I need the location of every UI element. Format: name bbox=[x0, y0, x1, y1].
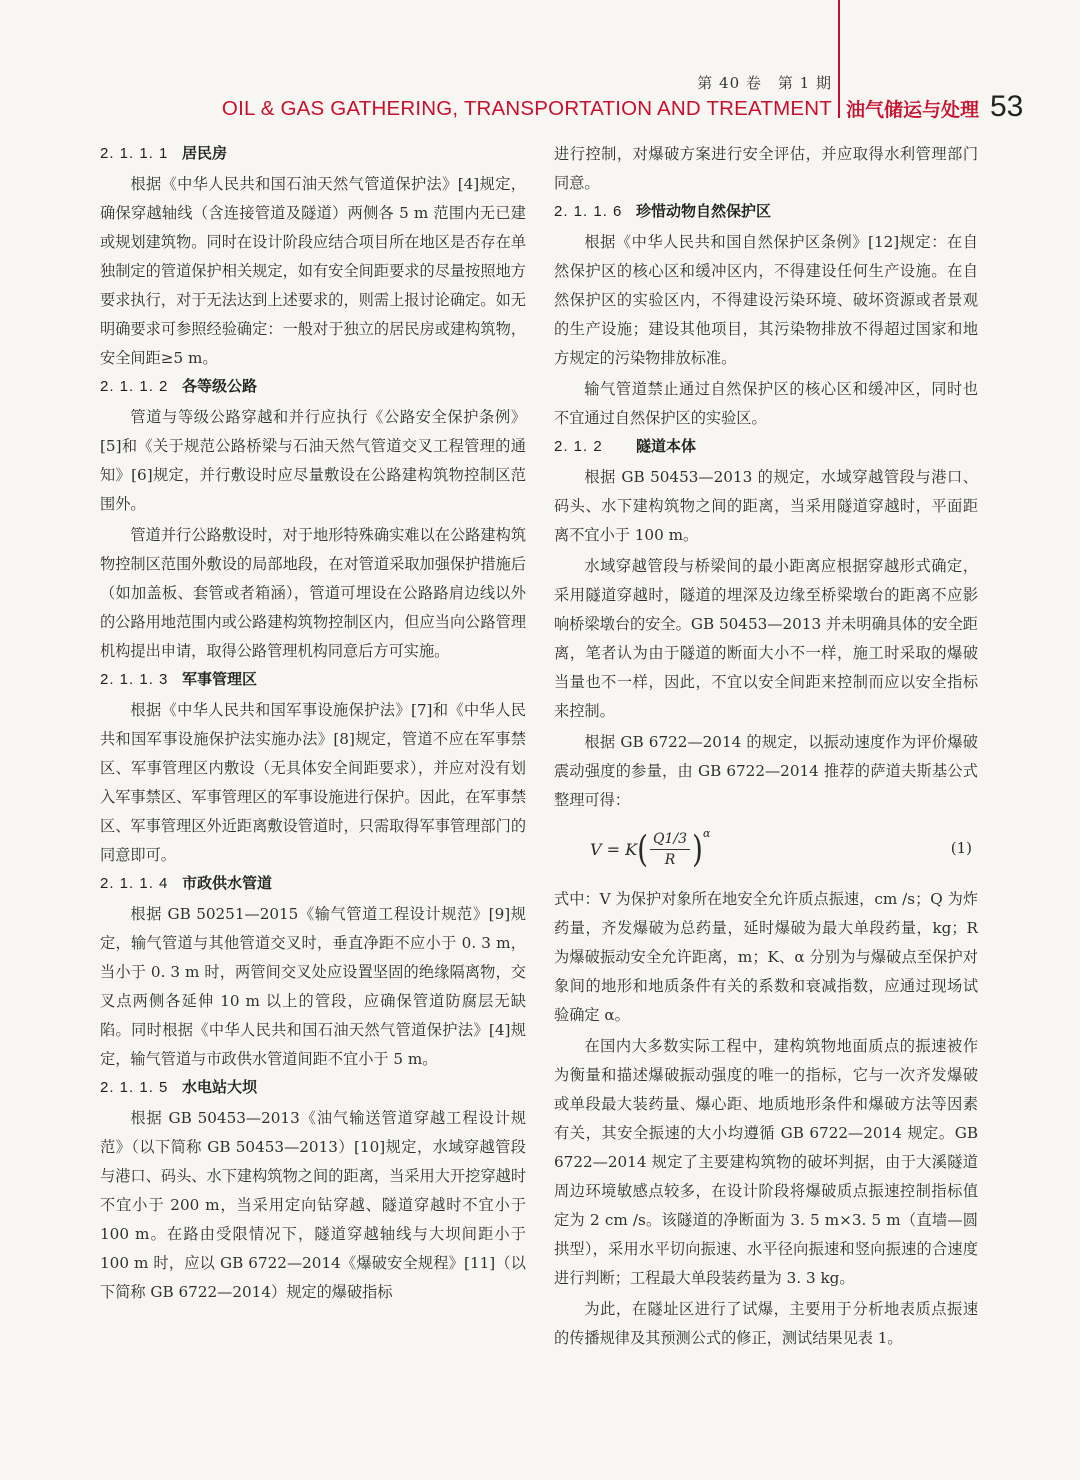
section-heading bbox=[554, 200, 978, 222]
right-column bbox=[554, 140, 978, 1353]
paragraph: 管道并行公路敷设时，对于地形特殊确实难以在公路建构筑物控制区范围外敷设的局部地段，在对管道采取加强保护措施后（如加盖板、套管或者箱涵），管道可埋设在公路路肩边线以外的公路用地范围内或公路建构筑物控制区内，但应当向公路管理机构提出申请，取得公路管理机构同意后方可实施。 bbox=[100, 526, 526, 660]
section-heading bbox=[100, 375, 526, 397]
journal-title-cn: 油气储运与处理 bbox=[846, 99, 980, 121]
paragraph: 根据 GB 50453—2013《油气输送管道穿越工程设计规范》（以下简称 GB 50453—2013）[10]规定，水域穿越管段与港口、码头、水下建构筑物之间的距离，当采用大开挖穿越时不宜小于 200 m，当采用定向钻穿越、隧道穿越时不宜小于 100 m。在路由受限情况下，隧道穿越轴线与大坝间距小于 100 m 时，应以 GB 6722—2014《爆破安全规程》[11]（以下简称 GB 6722—2014）规定的爆破指标 bbox=[100, 1109, 526, 1301]
paragraph: 根据 GB 50453—2013 的规定，水域穿越管段与港口、码头、水下建构筑物之间的距离，当采用隧道穿越时，平面距离不宜小于 100 m。 bbox=[554, 468, 978, 544]
paragraph: 输气管道禁止通过自然保护区的核心区和缓冲区，同时也不宜通过自然保护区的实验区。 bbox=[554, 380, 978, 427]
section-number: 2. 1. 2 bbox=[554, 438, 603, 455]
section-heading bbox=[100, 872, 526, 894]
section-title: 水电站大坝 bbox=[182, 1078, 258, 1096]
fraction-numerator: Q1/3 bbox=[650, 829, 690, 850]
paragraph: 进行控制，对爆破方案进行安全评估，并应取得水利管理部门同意。 bbox=[554, 145, 978, 192]
section-title: 珍惜动物自然保护区 bbox=[636, 202, 772, 220]
equation-lhs: V = K bbox=[590, 840, 638, 859]
paragraph: 为此，在隧址区进行了试爆，主要用于分析地表质点振速的传播规律及其预测公式的修正，测试结果见表 1。 bbox=[554, 1300, 978, 1347]
paragraph: 根据 GB 50251—2015《输气管道工程设计规范》[9]规定，输气管道与其他管道交叉时，垂直净距不应小于 0. 3 m，当小于 0. 3 m 时，两管间交叉处应设置坚固的绝缘隔离物，交叉点两侧各延伸 10 m 以上的管段，应确保管道防腐层无缺陷。同时根据《中华人民共和国石油天然气管道保护法》[4]规定，输气管道与市政供水管道间距不宜小于 5 m。 bbox=[100, 905, 526, 1068]
fraction-denominator: R bbox=[664, 852, 676, 868]
paragraph: 水域穿越管段与桥梁间的最小距离应根据穿越形式确定，采用隧道穿越时，隧道的埋深及边缘至桥梁墩台的距离不应影响桥梁墩台的安全。GB 50453—2013 并未明确具体的安全距离，笔者认为由于隧道的断面大小不一样，施工时采取的爆破当量也不一样，因此，不宜以安全间距来控制而应以安全指标来控制。 bbox=[554, 557, 978, 720]
paragraph: 根据《中华人民共和国军事设施保护法》[7]和《中华人民共和国军事设施保护法实施办法》[8]规定，管道不应在军事禁区、军事管理区内敷设（无具体安全间距要求），并应对没有划入军事禁区、军事管理区的军事设施进行保护。因此，在军事禁区、军事管理区外近距离敷设管道时，只需取得军事管理部门的同意即可。 bbox=[100, 701, 526, 864]
volume-issue: 第 40 卷 第 1 期 bbox=[697, 74, 832, 92]
section-title: 各等级公路 bbox=[182, 377, 258, 395]
page-number: 53 bbox=[990, 90, 1024, 123]
section-title: 军事管理区 bbox=[182, 670, 258, 688]
paragraph: 在国内大多数实际工程中，建构筑物地面质点的振速被作为衡量和描述爆破振动强度的唯一的指标，它与一次齐发爆破或单段最大装药量、爆心距、地质地形条件和爆破方法等因素有关，其安全振速的大小均遵循 GB 6722—2014 规定。GB 6722—2014 规定了主要建构筑物的破坏判据，由于大溪隧道周边环境敏感点较多，在设计阶段将爆破质点振速控制指标值定为 2 cm /s。该隧道的净断面为 3. 5 m×3. 5 m（直墙—圆拱型），采用水平切向振速、水平径向振速和竖向振速的合速度进行判断；工程最大单段装药量为 3. 3 kg。 bbox=[554, 1037, 978, 1287]
equation bbox=[590, 829, 710, 870]
left-paren: ( bbox=[637, 827, 649, 871]
section-heading bbox=[100, 142, 526, 164]
section-heading bbox=[100, 1076, 526, 1098]
section-title: 市政供水管道 bbox=[182, 874, 273, 892]
section-number: 2. 1. 1. 3 bbox=[100, 671, 169, 688]
section-number: 2. 1. 1. 2 bbox=[100, 378, 169, 395]
paragraph: 式中：V 为保护对象所在地安全允许质点振速，cm /s；Q 为炸药量，齐发爆破为总药量，延时爆破为最大单段药量，kg；R 为爆破振动安全允许距离，m；K、α 分别为与爆破点至保护对象间的地形和地质条件有关的系数和衰减指数，应通过现场试验确定 α。 bbox=[554, 890, 978, 1024]
section-heading bbox=[554, 435, 978, 457]
section-number: 2. 1. 1. 5 bbox=[100, 1079, 169, 1096]
section-heading bbox=[100, 668, 526, 690]
left-column bbox=[100, 140, 526, 1307]
equation-block bbox=[554, 819, 978, 885]
equation-exponent: α bbox=[702, 827, 711, 840]
equation-fraction bbox=[650, 829, 690, 870]
paragraph: 管道与等级公路穿越和并行应执行《公路安全保护条例》[5]和《关于规范公路桥梁与石油天然气管道交叉工程管理的通知》[6]规定，并行敷设时应尽量敷设在公路建构筑物控制区范围外。 bbox=[100, 408, 526, 513]
header-rule bbox=[838, 0, 840, 118]
right-paren: ) bbox=[692, 827, 703, 871]
section-number: 2. 1. 1. 1 bbox=[100, 145, 169, 162]
section-title: 居民房 bbox=[182, 144, 228, 162]
section-number: 2. 1. 1. 6 bbox=[554, 203, 623, 220]
journal-title-en: OIL & GAS GATHERING, TRANSPORTATION AND TREATMENT bbox=[221, 97, 832, 120]
equation-number: (1) bbox=[950, 839, 972, 857]
section-title: 隧道本体 bbox=[636, 437, 697, 455]
paragraph: 根据《中华人民共和国石油天然气管道保护法》[4]规定，确保穿越轴线（含连接管道及隧道）两侧各 5 m 范围内无已建或规划建筑物。同时在设计阶段应结合项目所在地区是否存在单独制定的管道保护相关规定，如有安全间距要求的尽量按照地方要求执行，对于无法达到上述要求的，则需上报讨论确定。如无明确要求可参照经验确定：一般对于独立的居民房或建构筑物，安全间距≥5 m。 bbox=[100, 175, 526, 367]
section-number: 2. 1. 1. 4 bbox=[100, 875, 169, 892]
paragraph: 根据 GB 6722—2014 的规定，以振动速度作为评价爆破震动强度的参量，由 GB 6722—2014 推荐的萨道夫斯基公式整理可得： bbox=[554, 733, 978, 809]
paragraph: 根据《中华人民共和国自然保护区条例》[12]规定：在自然保护区的核心区和缓冲区内，不得建设任何生产设施。在自然保护区的实验区内，不得建设污染环境、破坏资源或者景观的生产设施；建设其他项目，其污染物排放不得超过国家和地方规定的污染物排放标准。 bbox=[554, 233, 978, 367]
